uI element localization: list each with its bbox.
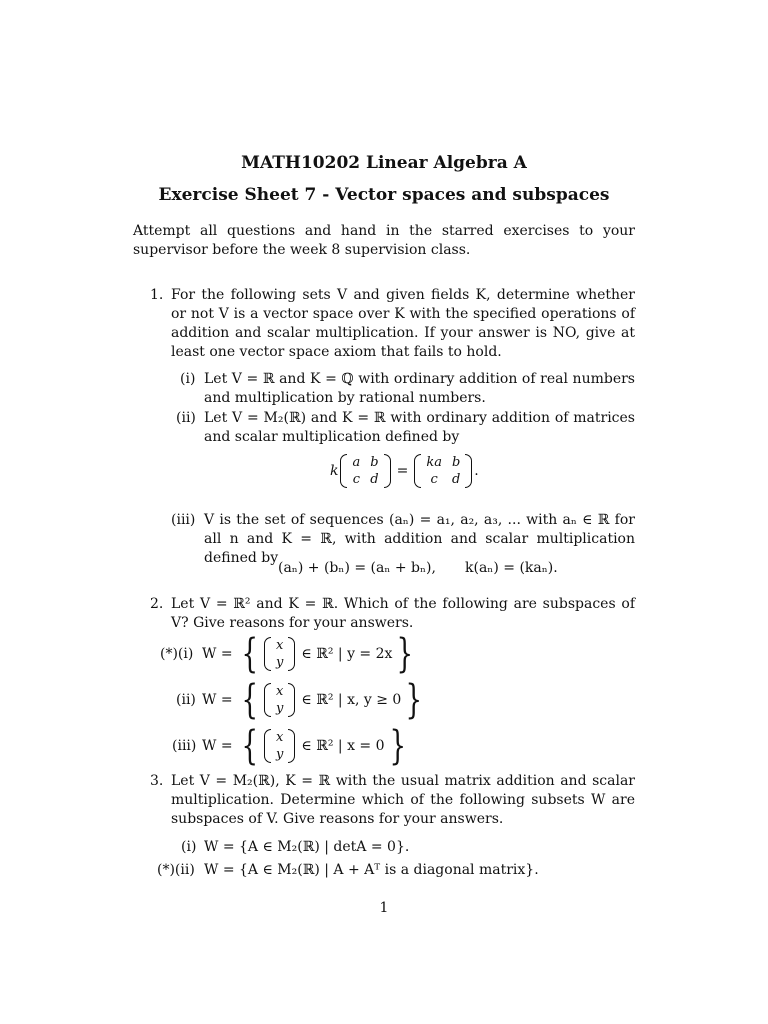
left-brace-icon: { (241, 631, 258, 677)
q1-ii-label: (ii) (176, 410, 196, 426)
vec-y: y (276, 747, 284, 762)
vec-y: y (276, 655, 284, 670)
sequence-scalar: k(aₙ) = (kaₙ). (465, 560, 558, 576)
rhs-ka: ka (426, 455, 442, 470)
q3-i-text: W = {A ∈ M₂(ℝ) | detA = 0}. (204, 839, 410, 855)
q2-ii-label: (ii) (176, 691, 196, 708)
page-title: MATH10202 Linear Algebra A (241, 153, 527, 173)
lhs-matrix (340, 454, 390, 488)
q1-iii-text: V is the set of sequences (aₙ) = a₁, a₂, a₃, ... with aₙ ∈ ℝ for all n and K = ℝ, with addition and scalar multiplication defined by (204, 512, 635, 566)
q2-i-condition: ∈ ℝ² | y = 2x (301, 645, 393, 662)
q1-ii-text: Let V = M₂(ℝ) and K = ℝ with ordinary addition of matrices and scalar multiplication defined by (204, 410, 635, 445)
q3-text: Let V = M₂(ℝ), K = ℝ with the usual matrix addition and scalar multiplication. Determine which of the following subsets W are subspaces of V. Give reasons for your answers. (171, 773, 635, 827)
rhs-d: d (451, 472, 461, 487)
q2-i-vector (264, 637, 295, 671)
q2-i-label: (*)(i) (160, 645, 194, 662)
q2-ii-w: W = (202, 691, 233, 708)
right-brace-icon: } (388, 723, 406, 769)
q2-ii-vector (264, 683, 295, 717)
q3-ii-text: W = {A ∈ M₂(ℝ) | A + Aᵀ is a diagonal matrix}. (204, 862, 539, 878)
intro-text: Attempt all questions and hand in the starred exercises to your supervisor before the week 8 supervision class. (133, 223, 635, 258)
vec-y: y (276, 701, 284, 716)
q2-iii-w: W = (202, 737, 233, 754)
q3-number: 3. (150, 773, 164, 789)
vec-x: x (276, 684, 284, 699)
equation-end: . (474, 462, 479, 479)
q2-iii-condition: ∈ ℝ² | x = 0 (301, 737, 385, 754)
q2-item-ii (176, 677, 427, 723)
vec-x: x (276, 730, 284, 745)
rhs-c: c (430, 472, 438, 487)
scalar-k: k (330, 462, 339, 479)
rhs-matrix (414, 454, 472, 488)
equals-sign: = (396, 462, 409, 479)
q1-text: For the following sets V and given fields K, determine whether or not V is a vector space over K with the specified operations of addition and scalar multiplication. If your answer is NO, give at least one vector space axiom that fails to hold. (171, 287, 635, 360)
q2-iii-label: (iii) (172, 737, 197, 754)
rhs-b: b (451, 455, 461, 470)
q1-i-label: (i) (180, 371, 196, 387)
lhs-a: a (352, 455, 361, 470)
sequence-addition: (aₙ) + (bₙ) = (aₙ + bₙ), (278, 560, 436, 576)
left-brace-icon: { (241, 723, 258, 769)
q2-ii-condition: ∈ ℝ² | x, y ≥ 0 (301, 691, 402, 708)
right-brace-icon: } (396, 631, 414, 677)
lhs-c: c (352, 472, 360, 487)
q2-i-w: W = (202, 645, 233, 662)
q1-iii-label: (iii) (171, 512, 196, 528)
lhs-d: d (370, 472, 379, 487)
q1-ii-equation (330, 454, 479, 488)
q3-ii-label: (*)(ii) (157, 862, 195, 878)
sheet-title: Exercise Sheet 7 - Vector spaces and subspaces (158, 185, 610, 205)
q3-i-label: (i) (181, 839, 197, 855)
page-number: 1 (379, 900, 389, 916)
q2-iii-vector (264, 729, 295, 763)
left-brace-icon: { (241, 677, 258, 723)
lhs-b: b (370, 455, 379, 470)
right-brace-icon: } (405, 677, 423, 723)
q1-i-text: Let V = ℝ and K = ℚ with ordinary addition of real numbers and multiplication by rational numbers. (204, 371, 635, 406)
q1-number: 1. (150, 287, 164, 303)
vec-x: x (276, 638, 284, 653)
q2-item-i (160, 631, 418, 677)
q2-text: Let V = ℝ² and K = ℝ. Which of the following are subspaces of V? Give reasons for your answers. (171, 596, 635, 631)
q2-number: 2. (150, 596, 164, 612)
q2-item-iii (172, 723, 410, 769)
